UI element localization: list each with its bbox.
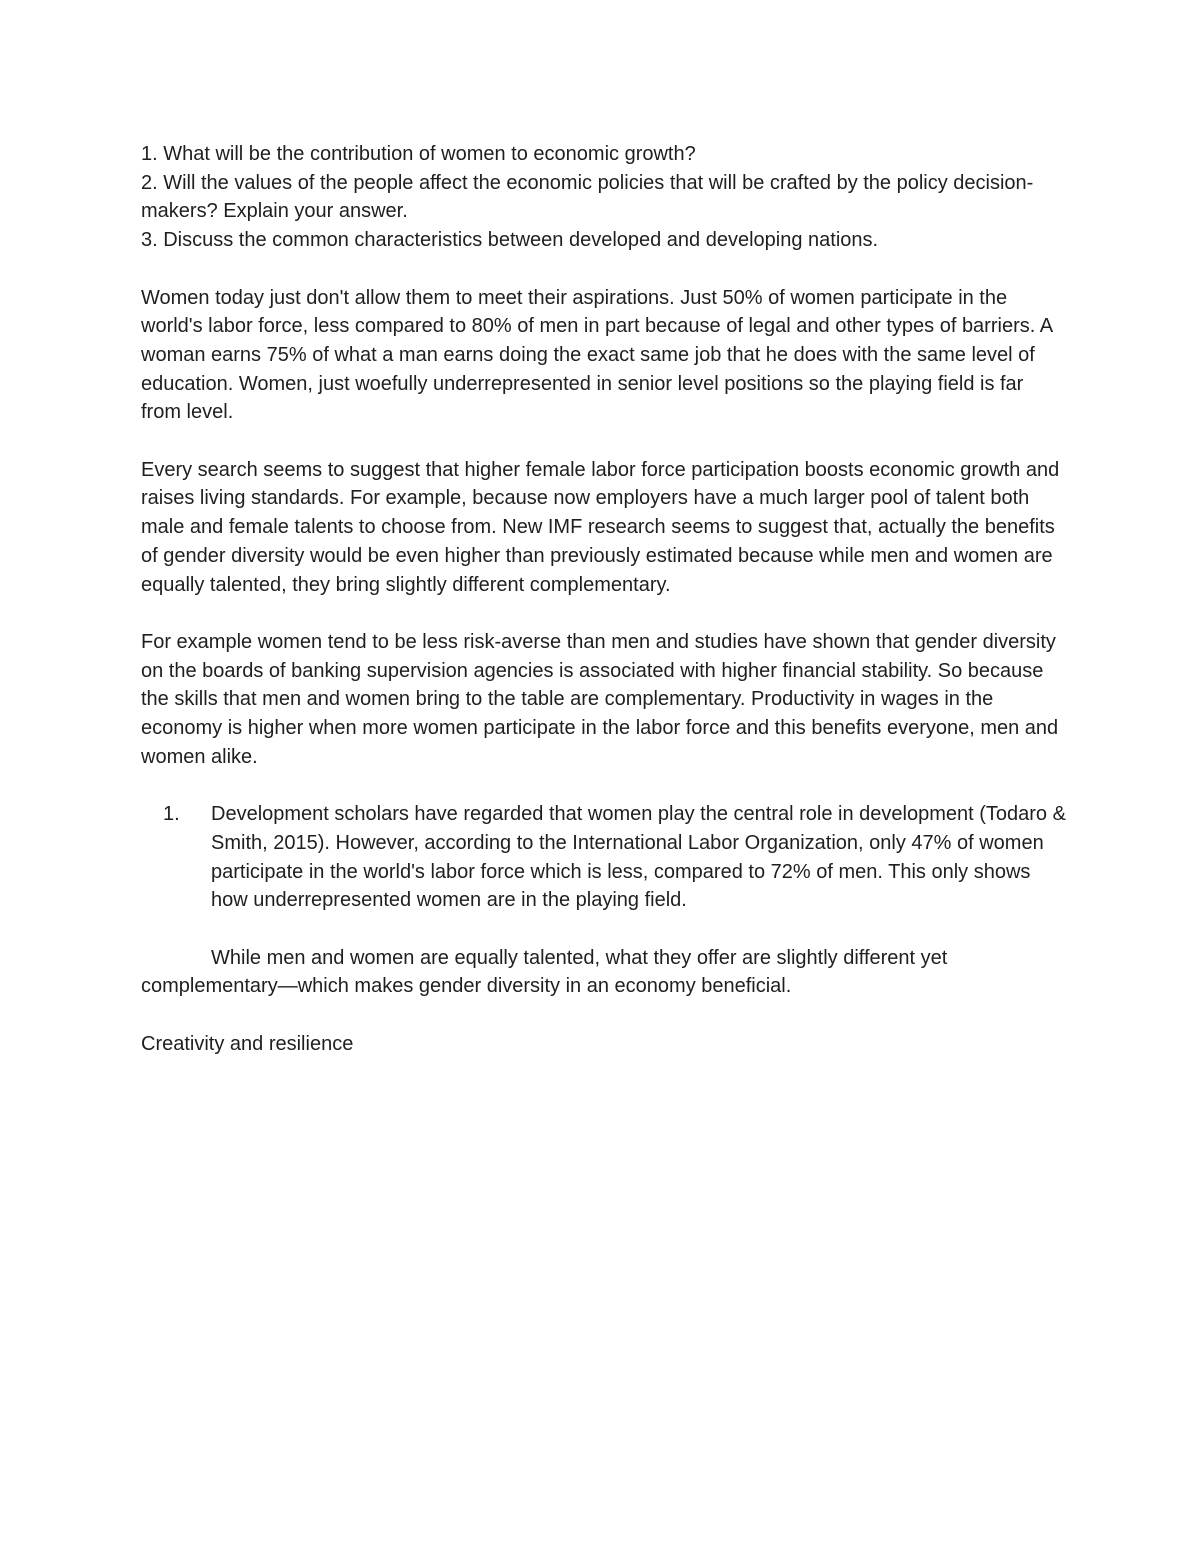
paragraph-research: Every search seems to suggest that higher female labor force participation boosts economic growth and raises living standards. For example, because now employers have a much larger pool of talent both male and female talents to choose from. New IMF research seems to suggest that, actually the benefits of gender diversity would be even higher than previously estimated because while men and women are equally talented, they bring slightly different complementary. [141,458,1060,596]
spacer [141,1001,1066,1030]
answer-item-text: Development scholars have regarded that women play the central role in development (Todaro & Smith, 2015). However, according to the International Labor Organization, only 47% of women participate in the world's labor force which is less, compared to 72% of men. This only shows how underrepresented women are in the playing field. [211,803,1066,912]
document-body [141,140,1066,1058]
closing-line: Creativity and resilience [141,1032,354,1055]
spacer [141,599,1066,628]
spacer [141,255,1066,284]
question-1: 1. What will be the contribution of women to economic growth? [141,143,696,165]
list-marker: 1. [163,803,180,826]
paragraph-labor-force: Women today just don't allow them to meet their aspirations. Just 50% of women participate in the world's labor force, less compared to 80% of men in part because of legal and other types of barriers. A woman earns 75% of what a man earns doing the exact same job that he does with the same level of education. Women, just woefully underrepresented in senior level positions so the playing field is far from level. [141,286,1052,424]
spacer [141,915,1066,944]
question-3: 3. Discuss the common characteristics between developed and developing nations. [141,229,879,252]
paragraph-diversity: While men and women are equally talented, what they offer are slightly different yet complementary—which makes gender diversity in an economy beneficial. [141,946,948,998]
answer-list-item [141,800,1066,915]
spacer [141,771,1066,800]
paragraph-risk: For example women tend to be less risk-averse than men and studies have shown that gender diversity on the boards of banking supervision agencies is associated with higher financial stability. So because the skills that men and women bring to the table are complementary. Productivity in wages in the economy is higher when more women participate in the labor force and this benefits everyone, men and women alike. [141,630,1059,768]
question-2: 2. Will the values of the people affect the economic policies that will be crafted by the policy decision-makers? Explain your answer. [141,171,1034,223]
spacer [141,427,1066,456]
